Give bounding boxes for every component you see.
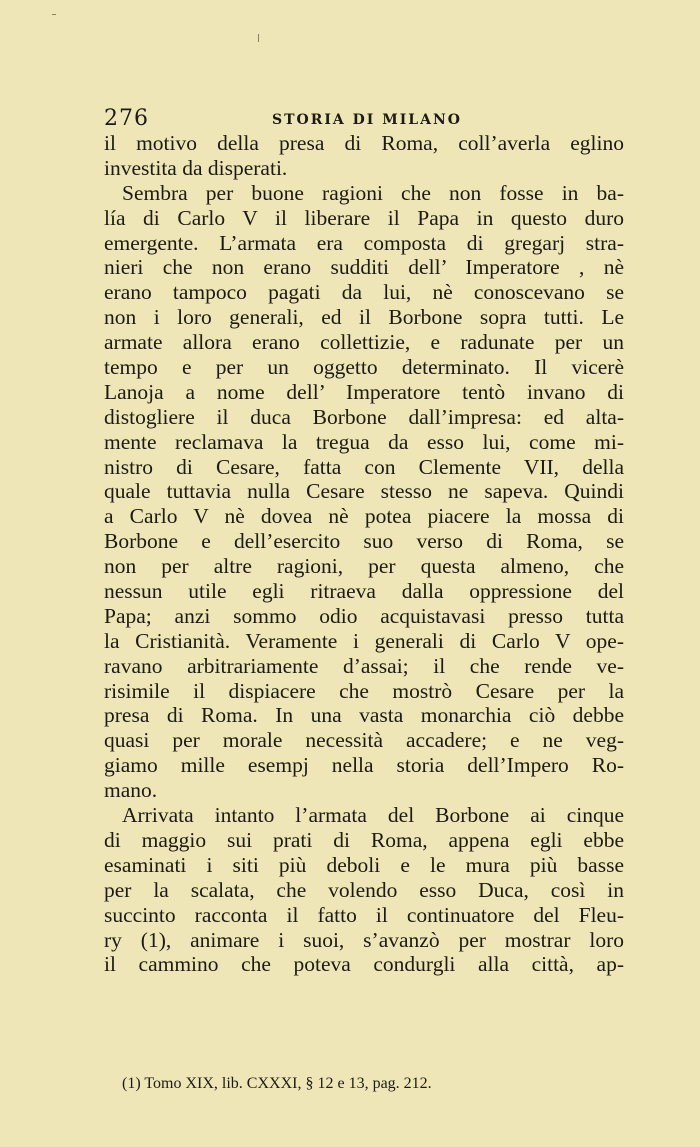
text-line: mano. (104, 778, 158, 803)
text-line: non i loro generali, ed il Borbone sopra tutti. Le (104, 305, 624, 330)
text-line: mente reclamava la tregua da esso lui, come mi- (104, 429, 624, 454)
text-line: il cammino che poteva condurgli alla città, ap- (104, 952, 624, 977)
footnote: (1) Tomo XIX, lib. CXXXI, § 12 e 13, pag. 212. (122, 1075, 432, 1092)
text-line: Arrivata intanto l’armata del Borbone ai cinque (122, 803, 624, 828)
text-line: la Cristianità. Veramente i generali di Carlo V ope- (104, 628, 624, 653)
page-header (104, 106, 624, 130)
text-line: investita da disperati. (104, 155, 288, 180)
running-title: STORIA DI MILANO (272, 112, 462, 128)
text-line: nieri che non erano sudditi dell’ Imperatore , nè (104, 255, 624, 280)
text-line: Lanoja a nome dell’ Imperatore tentò invano di (104, 379, 624, 404)
page-number: 276 (104, 106, 149, 131)
text-line: quale tuttavia nulla Cesare stesso ne sapeva. Quindi (104, 479, 624, 504)
text-line: lía di Carlo V il liberare il Papa in questo duro (104, 205, 624, 230)
text-line: tempo e per un oggetto determinato. Il vicerè (104, 355, 624, 380)
text-line: risimile il dispiacere che mostrò Cesare per la (104, 678, 624, 703)
text-line: il motivo della presa di Roma, coll’averla eglino (104, 131, 624, 155)
text-line: Papa; anzi sommo odio acquistavasi presso tutta (104, 603, 624, 628)
text-line: per la scalata, che volendo esso Duca, così in (104, 877, 624, 902)
text-line: non per altre ragioni, per questa almeno, che (104, 554, 624, 579)
text-line: giamo mille esempj nella storia dell’Impero Ro- (104, 753, 624, 778)
text-line: quasi per morale necessità accadere; e ne veg- (104, 728, 624, 753)
text-line: ry (1), animare i suoi, s’avanzò per mostrar loro (104, 927, 624, 952)
text-line: ravano arbitrariamente d’assai; il che rende ve- (104, 653, 624, 678)
text-line: emergente. L’armata era composta di gregarj stra- (104, 230, 624, 255)
body-text (104, 131, 624, 977)
text-line: Sembra per buone ragioni che non fosse in ba- (122, 180, 624, 205)
text-line: a Carlo V nè dovea nè potea piacere la mossa di (104, 504, 624, 529)
text-line: presa di Roma. In una vasta monarchia ciò debbe (104, 703, 624, 728)
text-line: succinto racconta il fatto il continuatore del Fleu- (104, 902, 624, 927)
text-line: nessun utile egli ritraeva dalla oppressione del (104, 579, 624, 604)
edge-mark (52, 14, 56, 15)
text-line: armate allora erano collettizie, e radunate per un (104, 330, 624, 355)
text-line: nistro di Cesare, fatta con Clemente VII, della (104, 454, 624, 479)
text-line: esaminati i siti più deboli e le mura più basse (104, 852, 624, 877)
text-line: di maggio sui prati di Roma, appena egli ebbe (104, 827, 624, 852)
edge-mark (258, 34, 259, 42)
text-line: Borbone e dell’esercito suo verso di Roma, se (104, 529, 624, 554)
text-line: distogliere il duca Borbone dall’impresa: ed alta- (104, 404, 624, 429)
text-line: erano tampoco pagati da lui, nè conoscevano se (104, 280, 624, 305)
